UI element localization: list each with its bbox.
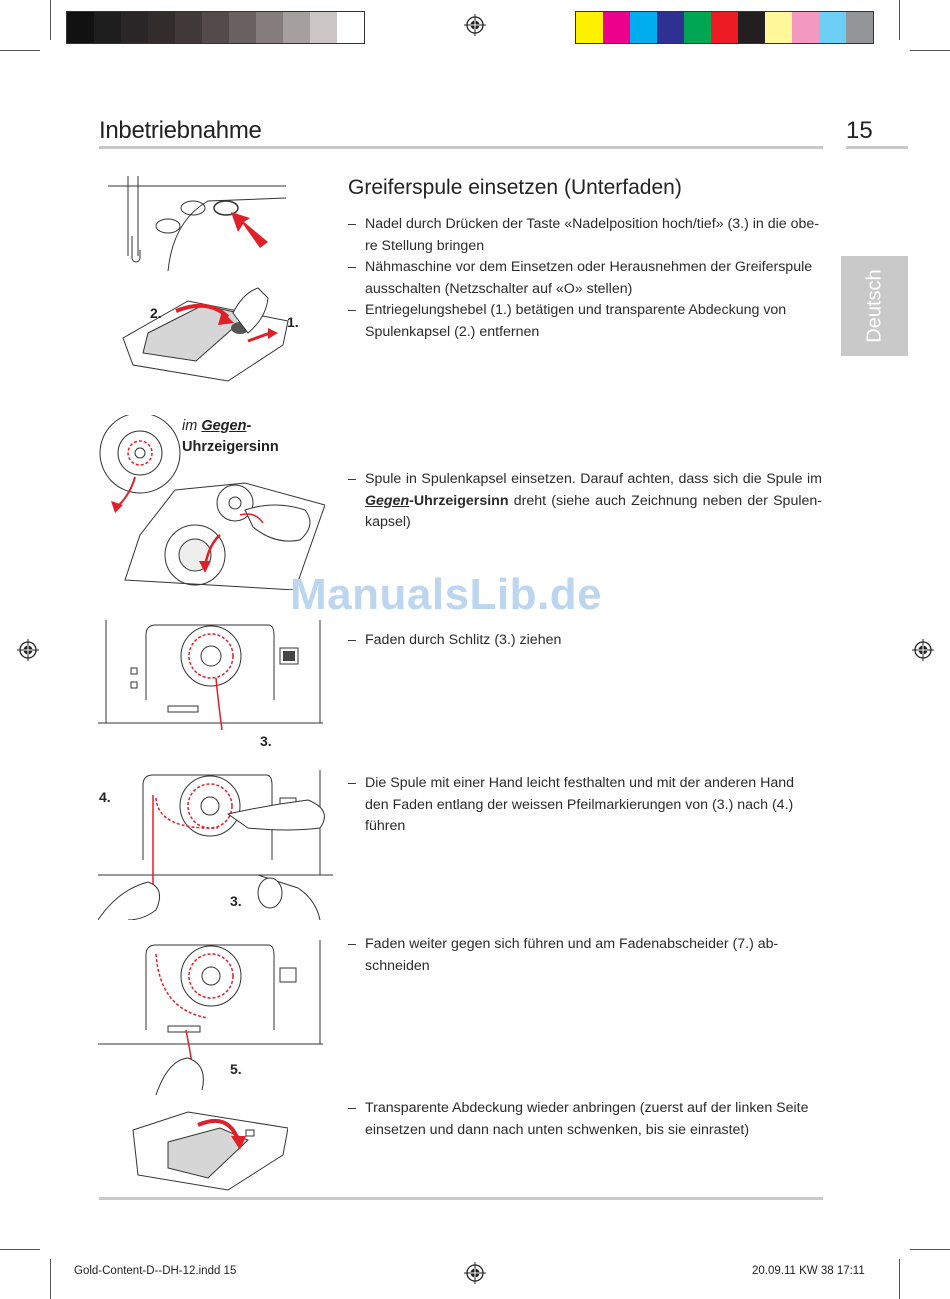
registration-mark-top-icon [464, 14, 486, 36]
figure-thread-slit [98, 620, 323, 730]
header-rule [99, 146, 823, 149]
figure-label: 5. [230, 1061, 242, 1077]
figure-label: 1. [287, 314, 299, 330]
registration-mark-left-icon [17, 639, 39, 661]
color-swatch [603, 12, 630, 43]
figure-bobbin-insert [95, 415, 325, 590]
color-swatch [576, 12, 603, 43]
figure-replace-cover [128, 1100, 288, 1195]
step-text: Nähmaschine vor dem Einsetzen oder Herausnehmen der Greiferspule ausschalten (Netzschalter auf «O» stellen) [365, 259, 813, 297]
caption-underlined: Gegen [201, 418, 247, 434]
color-swatch [846, 12, 873, 43]
list-item: – Faden durch Schlitz (3.) ziehen [348, 630, 822, 652]
figure-label: 4. [99, 789, 111, 805]
color-swatch [792, 12, 819, 43]
footer-file: Gold-Content-D--DH-12.indd 15 [74, 1265, 237, 1277]
crop-mark [0, 50, 40, 51]
crop-mark [50, 0, 51, 40]
step-text: Transparente Abdeckung wieder anbringen (zuerst auf der linken Seite einsetzen und dann nach unten schwenken, bis sie einrastet) [365, 1100, 809, 1138]
color-swatch [630, 12, 657, 43]
color-swatch [337, 12, 364, 43]
caption-prefix: im [182, 418, 202, 434]
crop-mark [0, 1249, 40, 1250]
watermark: ManualsLib.de [290, 570, 603, 619]
instruction-block-5 [348, 934, 822, 977]
step-text: Spule in Spulenkapsel einsetzen. Darauf achten, dass sich die Spule im Gegen-Uhrzeigersinn dreht (siehe auch Zeichnung neben der Spulen-kapsel) [365, 471, 822, 530]
gray-color-bar [66, 11, 365, 44]
language-tab-label: Deutsch [863, 269, 885, 343]
figure-needle-button [98, 176, 286, 272]
instruction-block-4 [348, 773, 822, 838]
figure-guide-thread [98, 770, 333, 920]
color-swatch [310, 12, 337, 43]
figure-label: 3. [230, 893, 242, 909]
step-text: Nadel durch Drücken der Taste «Nadelposition hoch/tief» (3.) in die obe- re Stellung bringen [365, 216, 819, 254]
color-swatch [765, 12, 792, 43]
color-swatch [67, 12, 94, 43]
step-text: Faden weiter gegen sich führen und am Fadenabscheider (7.) ab- schneiden [365, 936, 779, 974]
instruction-block-3 [348, 630, 822, 652]
caption-line2: Uhrzeigersinn [182, 439, 279, 455]
section-title: Greiferspule einsetzen (Unterfaden) [348, 176, 682, 199]
page-title: Inbetriebnahme [99, 117, 262, 144]
instruction-block-6 [348, 1098, 822, 1141]
color-swatch [121, 12, 148, 43]
registration-mark-bottom-icon [464, 1262, 486, 1284]
color-swatch [148, 12, 175, 43]
step-text: Faden durch Schlitz (3.) ziehen [365, 632, 562, 648]
header-rule-right [846, 146, 908, 149]
crop-mark [899, 0, 900, 40]
color-swatch [94, 12, 121, 43]
color-swatch [256, 12, 283, 43]
step-text: Die Spule mit einer Hand leicht festhalten und mit der anderen Hand den Faden entlang der weissen Pfeilmarkierungen von (3.) nach (4.) führen [365, 775, 795, 834]
crop-mark [910, 50, 950, 51]
list-item: – Spule in Spulenkapsel einsetzen. Darauf achten, dass sich die Spule im Gegen-Uhrzeigersinn dreht (siehe auch Zeichnung neben der Spulen-kapsel) [348, 469, 822, 534]
list-item: – Nähmaschine vor dem Einsetzen oder Herausnehmen der Greiferspule ausschalten (Netzschalter auf «O» stellen) [348, 257, 822, 300]
color-swatch [229, 12, 256, 43]
crop-mark [910, 1249, 950, 1250]
figure-label: 3. [260, 733, 272, 749]
page-number: 15 [846, 117, 873, 144]
list-item: – Entriegelungshebel (1.) betätigen und transparente Abdeckung von Spulenkapsel (2.) entfernen [348, 300, 822, 343]
language-tab [841, 256, 908, 356]
list-item: – Die Spule mit einer Hand leicht festhalten und mit der anderen Hand den Faden entlang der weissen Pfeilmarkierungen von (3.) nach (4.) führen [348, 773, 822, 838]
arrow-icon [231, 212, 268, 248]
figure-label: 2. [150, 305, 162, 321]
color-swatch [711, 12, 738, 43]
instruction-block-2 [348, 469, 822, 534]
crop-mark [899, 1259, 900, 1299]
list-item: – Transparente Abdeckung wieder anbringen (zuerst auf der linken Seite einsetzen und dann nach unten schwenken, bis sie einrastet) [348, 1098, 822, 1141]
process-color-bar [575, 11, 874, 44]
color-swatch [175, 12, 202, 43]
figure-cover-removal [118, 283, 298, 383]
figure-caption: im Gegen- Uhrzeigersinn [182, 418, 279, 455]
registration-mark-right-icon [912, 639, 934, 661]
figure-cut-thread [98, 940, 323, 1095]
color-swatch [738, 12, 765, 43]
footer-date: 20.09.11 KW 38 17:11 [752, 1265, 865, 1277]
crop-mark [50, 1259, 51, 1299]
color-swatch [819, 12, 846, 43]
color-swatch [283, 12, 310, 43]
step-text: Entriegelungshebel (1.) betätigen und transparente Abdeckung von Spulenkapsel (2.) entfernen [365, 302, 787, 340]
list-item: – Nadel durch Drücken der Taste «Nadelposition hoch/tief» (3.) in die obe- re Stellung bringen [348, 214, 822, 257]
color-swatch [684, 12, 711, 43]
color-swatch [657, 12, 684, 43]
list-item: – Faden weiter gegen sich führen und am Fadenabscheider (7.) ab- schneiden [348, 934, 822, 977]
color-swatch [202, 12, 229, 43]
footer-rule [99, 1197, 823, 1200]
instruction-block-1 [348, 214, 822, 343]
